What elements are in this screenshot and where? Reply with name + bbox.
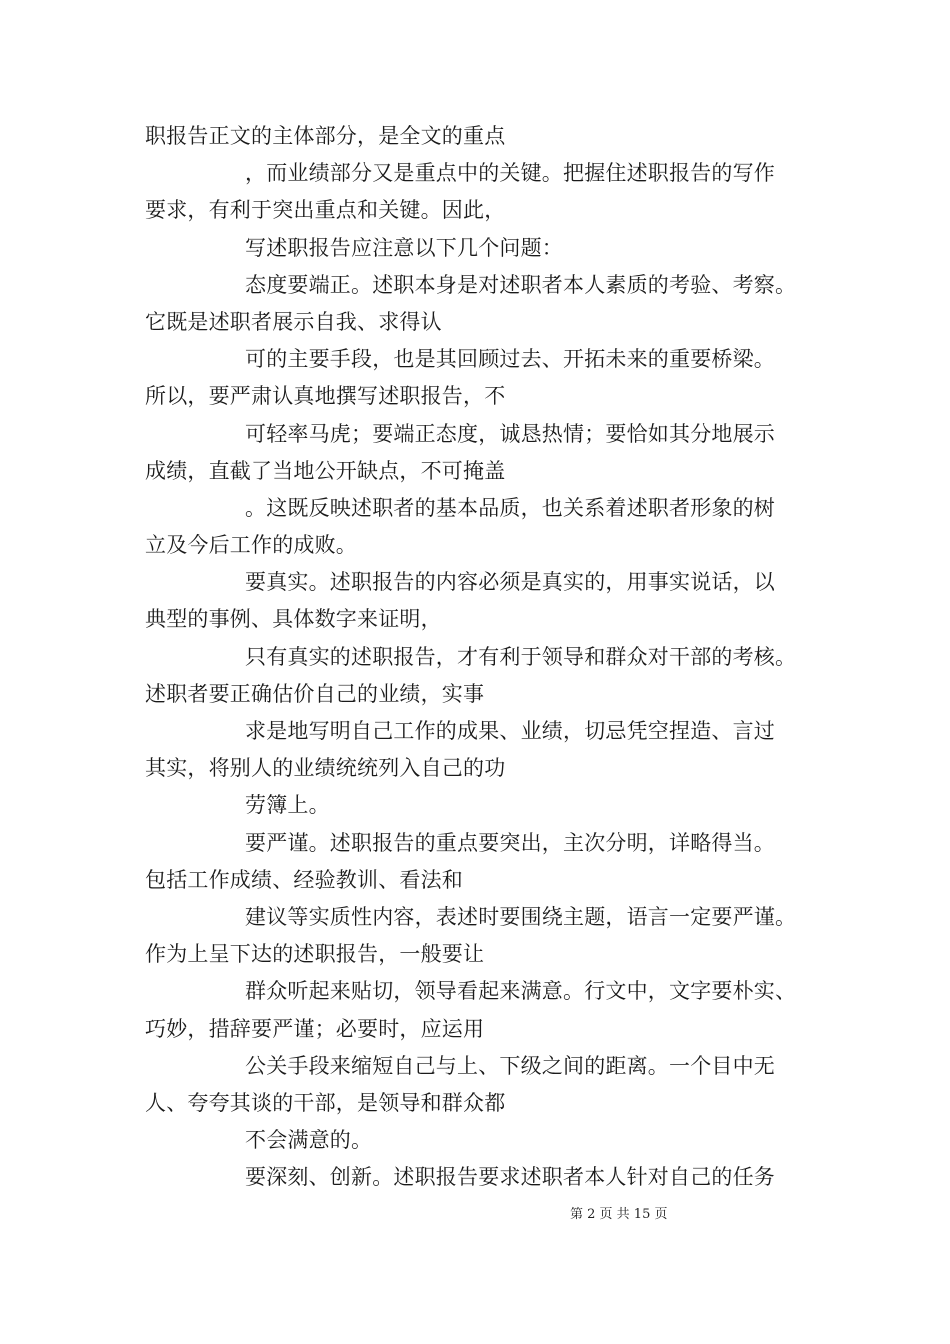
text-line: 职报告正文的主体部分，是全文的重点 (145, 124, 506, 148)
text-line: 劳簿上。 (245, 793, 330, 818)
text-line: 公关手段来缩短自己与上、下级之间的距离。一个目中无 (245, 1053, 775, 1078)
text-line: 可轻率马虎；要端正态度，诚恳热情；要恰如其分地展示 (245, 421, 775, 446)
text-line: 所以，要严肃认真地撰写述职报告，不 (145, 384, 506, 409)
text-line: 不会满意的。 (245, 1128, 373, 1153)
text-line: 其实，将别人的业绩统统列入自己的功 (145, 756, 506, 781)
body-text (145, 118, 825, 1196)
text-line: 要求，有利于突出重点和关键。因此， (145, 198, 506, 223)
text-line: ，而业绩部分又是重点中的关键。把握住述职报告的写作 (245, 161, 775, 186)
text-line: 要深刻、创新。述职报告要求述职者本人针对自己的任务 (245, 1165, 775, 1190)
text-line: 人、夸夸其谈的干部，是领导和群众都 (145, 1090, 506, 1115)
text-line: 要真实。述职报告的内容必须是真实的，用事实说话，以 (245, 570, 775, 595)
text-line: 态度要端正。述职本身是对述职者本人素质的考验、考察。 (245, 272, 797, 297)
text-line: 述职者要正确估价自己的业绩，实事 (145, 681, 485, 706)
text-line: 成绩，直截了当地公开缺点，不可掩盖 (145, 458, 506, 483)
text-line: 它既是述职者展示自我、求得认 (145, 309, 442, 334)
text-line: 。这既反映述职者的基本品质，也关系着述职者形象的树 (245, 495, 775, 520)
page-footer (0, 1203, 950, 1222)
text-line: 立及今后工作的成败。 (145, 533, 357, 558)
text-line: 典型的事例、具体数字来证明， (145, 607, 442, 632)
text-line: 只有真实的述职报告，才有利于领导和群众对干部的考核。 (245, 644, 797, 669)
text-line: 建议等实质性内容，表述时要围绕主题，语言一定要严谨。 (245, 904, 797, 929)
text-line: 作为上呈下达的述职报告，一般要让 (145, 942, 485, 967)
text-line: 求是地写明自己工作的成果、业绩，切忌凭空捏造、言过 (245, 719, 775, 743)
text-line: 群众听起来贴切，领导看起来满意。行文中，文字要朴实、 (245, 979, 797, 1004)
text-line: 要严谨。述职报告的重点要突出，主次分明，详略得当。 (245, 830, 775, 855)
text-line: 巧妙，措辞要严谨；必要时，应运用 (145, 1016, 485, 1041)
text-line: 包括工作成绩、经验教训、看法和 (145, 867, 463, 892)
text-line: 写述职报告应注意以下几个问题： (245, 235, 563, 260)
text-line: 可的主要手段，也是其回顾过去、开拓未来的重要桥梁。 (245, 347, 775, 372)
page-number-label: 第 2 页 共 15 页 (570, 1207, 668, 1222)
